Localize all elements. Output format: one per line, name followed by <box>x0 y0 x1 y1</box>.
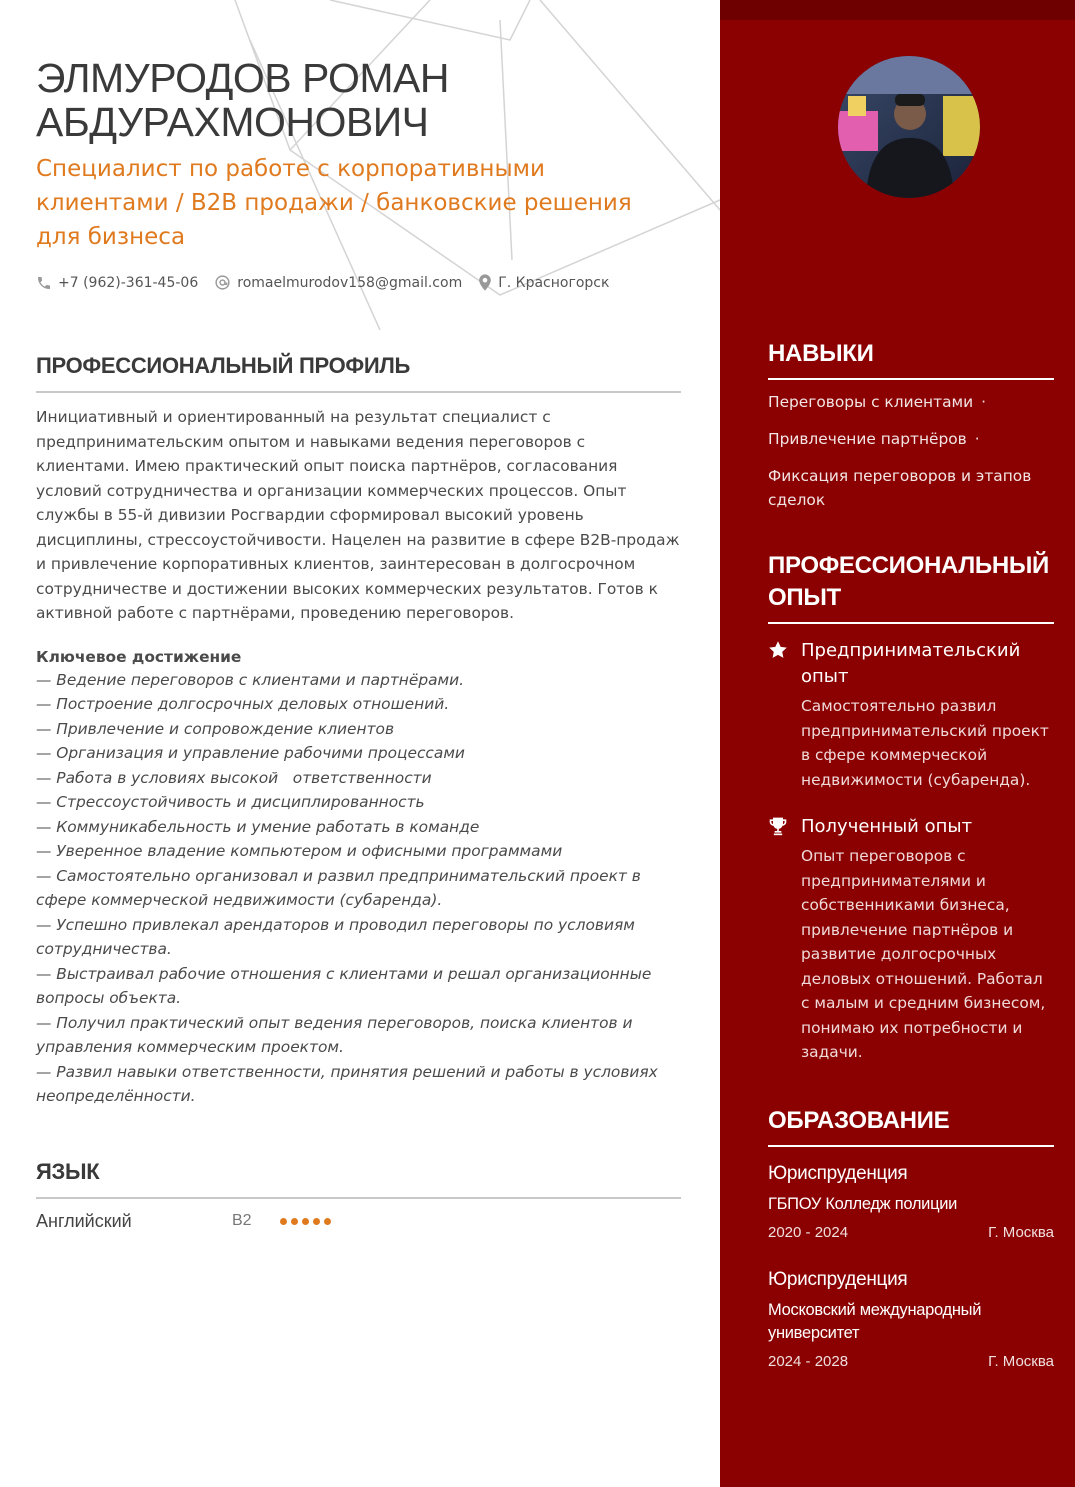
achievements-list <box>36 668 681 1109</box>
experience-item-title: Полученный опыт <box>801 816 973 837</box>
achievement-item: — Уверенное владение компьютером и офисными программами <box>36 842 563 860</box>
education-school: ГБПОУ Колледж полиции <box>768 1194 958 1213</box>
star-icon <box>768 640 788 660</box>
avatar-photo <box>838 56 980 198</box>
contact-phone[interactable] <box>36 275 198 291</box>
skill-label: Переговоры с клиентами <box>768 393 974 411</box>
skill-item <box>768 464 1054 512</box>
experience-item <box>768 638 1054 792</box>
rating-dot <box>313 1218 320 1225</box>
achievement-item: — Привлечение и сопровождение клиентов <box>36 719 395 738</box>
skills-section <box>768 338 1054 512</box>
language-row <box>36 1211 681 1232</box>
skill-label: Привлечение партнёров <box>768 430 967 448</box>
education-years: 2020 - 2024 <box>768 1223 849 1241</box>
name-line-1: ЭЛМУРОДОВ РОМАН <box>36 55 449 101</box>
skill-bullet: · <box>974 430 980 448</box>
skills-list <box>768 390 1054 512</box>
location-text: Г. Красногорск <box>498 274 610 291</box>
language-level: B2 <box>232 1212 252 1229</box>
education-years: 2024 - 2028 <box>768 1352 849 1370</box>
skill-bullet: · <box>981 393 987 411</box>
achievements-title: Ключевое достижение <box>36 647 242 666</box>
skill-item <box>768 390 1054 414</box>
skills-title: НАВЫКИ <box>768 338 1054 380</box>
achievement-item: — Выстраивал рабочие отношения с клиентами и решал организационные вопросы объекта. <box>36 964 652 1007</box>
trophy-icon <box>768 816 788 836</box>
education-meta <box>768 1224 1054 1241</box>
achievement-item: — Организация и управление рабочими процессами <box>36 744 465 762</box>
contact-email[interactable] <box>214 274 462 291</box>
rating-dot <box>291 1218 298 1225</box>
skill-item <box>768 427 1054 451</box>
experience-item-description: Самостоятельно развил предпринимательский проект в сфере коммерческой недвижимости (субаренда). <box>801 697 1049 789</box>
education-degree: Юриспруденция <box>768 1162 908 1184</box>
education-item <box>768 1267 1054 1370</box>
language-name: Английский <box>36 1210 132 1231</box>
education-city: Г. Москва <box>988 1223 1054 1241</box>
phone-icon <box>36 275 52 291</box>
education-degree: Юриспруденция <box>768 1268 908 1290</box>
rating-dot <box>280 1218 287 1225</box>
education-city: Г. Москва <box>988 1352 1054 1370</box>
job-title: Специалист по работе с корпоративными клиентами / B2B продажи / банковские решения для бизнеса <box>36 156 632 250</box>
sidebar <box>720 0 1075 1487</box>
achievement-item: — Коммуникабельность и умение работать в команде <box>36 817 480 836</box>
achievement-item: — Стрессоустойчивость и дисциплированность <box>36 793 425 811</box>
achievement-item: — Самостоятельно организовал и развил предпринимательский проект в сфере коммерческой недвижимости (субаренда). <box>36 866 641 909</box>
language-title: ЯЗЫК <box>36 1159 681 1199</box>
experience-item <box>768 814 1054 1065</box>
experience-title: ПРОФЕССИОНАЛЬНЫЙ ОПЫТ <box>768 550 1054 624</box>
education-section <box>768 1105 1054 1370</box>
contact-location <box>478 274 609 291</box>
sidebar-top-band <box>720 0 1075 20</box>
phone-text: +7 (962)-361-45-06 <box>58 274 199 291</box>
achievement-item: — Построение долгосрочных деловых отношений. <box>36 695 450 713</box>
education-meta <box>768 1353 1054 1370</box>
skill-label: Фиксация переговоров и этапов сделок <box>768 467 1032 509</box>
profile-title: ПРОФЕССИОНАЛЬНЫЙ ПРОФИЛЬ <box>36 353 681 393</box>
language-section <box>36 1159 681 1232</box>
experience-item-description: Опыт переговоров с предпринимателями и собственниками бизнеса, привлечение партнёров и развитие долгосрочных деловых отношений. Работал с малым и средним бизнесом, понимаю их потребности и задачи. <box>801 847 1046 1061</box>
achievement-item: — Успешно привлекал арендаторов и проводил переговоры по условиям сотрудничества. <box>36 915 635 958</box>
experience-item-title: Предпринимательский опыт <box>801 640 1021 687</box>
achievement-item: — Получил практический опыт ведения переговоров, поиска клиентов и управления коммерческим проектом. <box>36 1013 633 1056</box>
education-school: Московский международный университет <box>768 1300 982 1342</box>
profile-section <box>36 353 681 1109</box>
candidate-name <box>36 56 681 144</box>
rating-dot <box>324 1218 331 1225</box>
achievement-item: — Развил навыки ответственности, принятия решений и работы в условиях неопределённости. <box>36 1062 658 1105</box>
language-rating <box>280 1218 335 1225</box>
avatar <box>838 56 980 198</box>
education-title: ОБРАЗОВАНИЕ <box>768 1105 1054 1147</box>
main-column <box>36 56 681 1232</box>
experience-section <box>768 550 1054 1065</box>
at-icon <box>214 274 231 291</box>
name-line-2: АБДУРАХМОНОВИЧ <box>36 99 429 145</box>
profile-text: Инициативный и ориентированный на результат специалист с предпринимательским опытом и навыками ведения переговоров с клиентами. Имею практический опыт поиска партнёров, согласования условий сотрудничества и организации коммерческих процессов. Опыт службы в 55-й дивизии Росгвардии сформировал высокий уровень дисциплины, стрессоустойчивости. Нацелен на развитие в сфере B2B-продаж и привлечение корпоративных клиентов, заинтересован в долгосрочном сотрудничестве и достижении высоких коммерческих результатов. Готов к активной работе с партнёрами, проведению переговоров. <box>36 408 680 622</box>
achievement-item: — Работа в условиях высокой ответственности <box>36 768 432 787</box>
email-text: romaelmurodov158@gmail.com <box>237 274 463 291</box>
contact-bar <box>36 274 681 291</box>
location-pin-icon <box>478 274 492 291</box>
sidebar-content <box>768 338 1054 1370</box>
rating-dot <box>302 1218 309 1225</box>
education-item <box>768 1161 1054 1241</box>
achievement-item: — Ведение переговоров с клиентами и партнёрами. <box>36 670 465 689</box>
